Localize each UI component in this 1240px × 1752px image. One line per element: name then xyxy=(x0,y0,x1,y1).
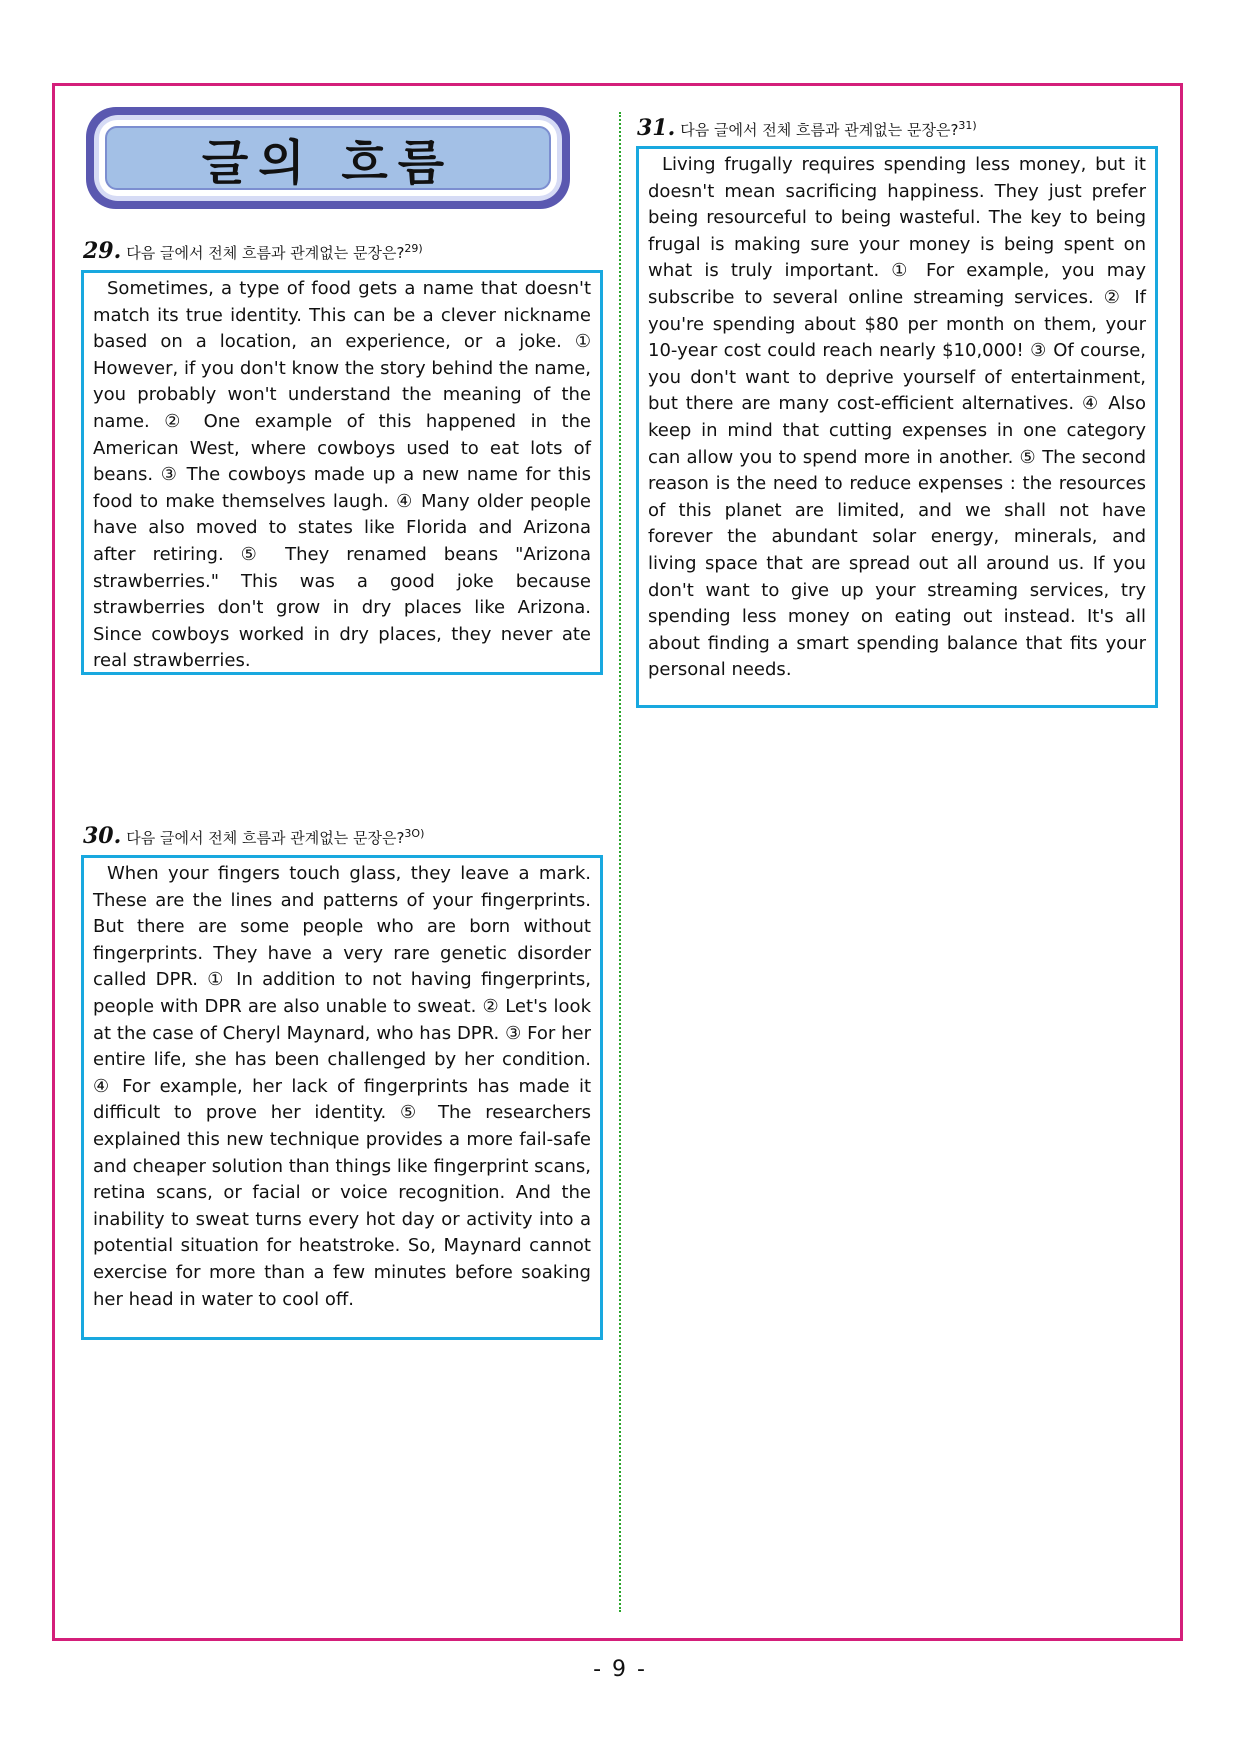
question-number: 29. xyxy=(83,238,122,264)
question-31-passage: Living frugally requires spending less money, but it doesn't mean sacrificing happiness. They just prefer being resourceful to being wasteful. The key to being frugal is making sure your money is being spent on what is truly important. ① For example, you may subscribe to several online streaming services. ② If you're spending about $80 per month on them, your 10-year cost could reach nearly $10,000! ③ Of course, you don't want to deprive yourself of entertainment, but there are many cost-efficient alternatives. ④ Also keep in mind that cutting expenses in one category can allow you to spend more in another. ⑤ The second reason is the need to reduce expenses : the resources of this planet are limited, and we shall not have forever the abundant solar energy, minerals, and living space that are spread out all around us. If you don't want to give up your streaming services, try spending less money on eating out instead. It's all about finding a smart spending balance that fits your personal needs. xyxy=(636,146,1158,708)
column-divider xyxy=(619,112,621,1612)
question-29-header xyxy=(83,238,423,264)
question-prompt: 다음 글에서 전체 흐름과 관계없는 문장은? xyxy=(126,244,405,262)
footnote-marker: 31) xyxy=(958,119,977,132)
question-number: 31. xyxy=(637,115,676,141)
section-title: 글의 흐름 xyxy=(201,134,455,191)
question-31-header xyxy=(637,115,977,141)
question-prompt: 다음 글에서 전체 흐름과 관계없는 문장은? xyxy=(126,829,405,847)
page-number: - 9 - xyxy=(593,1657,647,1682)
footnote-marker: 3O) xyxy=(404,827,425,840)
question-prompt: 다음 글에서 전체 흐름과 관계없는 문장은? xyxy=(680,121,959,139)
footnote-marker: 29) xyxy=(404,242,423,255)
question-29-passage: Sometimes, a type of food gets a name that doesn't match its true identity. This can be a clever nickname based on a location, an experience, or a joke. ① However, if you don't know the story behind the name, you probably won't understand the meaning of the name. ② One example of this happened in the American West, where cowboys used to eat lots of beans. ③ The cowboys made up a new name for this food to make themselves laugh. ④ Many older people have also moved to states like Florida and Arizona after retiring. ⑤ They renamed beans "Arizona strawberries." This was a good joke because strawberries don't grow in dry places like Arizona. Since cowboys worked in dry places, they never ate real strawberries. xyxy=(81,270,603,675)
section-title-banner xyxy=(86,107,570,209)
question-30-passage: When your fingers touch glass, they leave a mark. These are the lines and patterns of your fingerprints. But there are some people who are born without fingerprints. They have a very rare genetic disorder called DPR. ① In addition to not having fingerprints, people with DPR are also unable to sweat. ② Let's look at the case of Cheryl Maynard, who has DPR. ③ For her entire life, she has been challenged by her condition. ④ For example, her lack of fingerprints has made it difficult to prove her identity. ⑤ The researchers explained this new technique provides a more fail-safe and cheaper solution than things like fingerprint scans, retina scans, or facial or voice recognition. And the inability to sweat turns every hot day or activity into a potential situation for heatstroke. So, Maynard cannot exercise for more than a few minutes before soaking her head in water to cool off. xyxy=(81,855,603,1340)
question-number: 30. xyxy=(83,823,122,849)
question-30-header xyxy=(83,823,424,849)
